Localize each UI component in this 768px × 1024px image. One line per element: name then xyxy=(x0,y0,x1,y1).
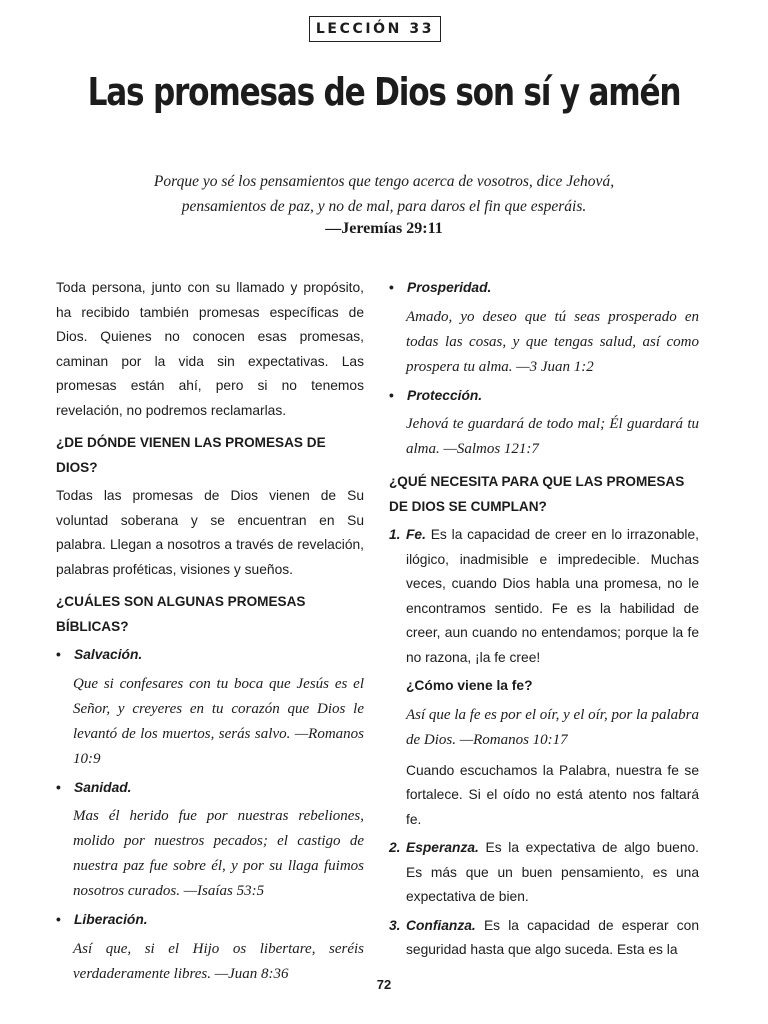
item-number: 3. xyxy=(389,917,401,933)
bullet-healing xyxy=(56,776,364,801)
scripture-quote: Que si confesares con tu boca que Jesús es el Señor, y creyeres en tu corazón que Dios le levantó de los muertos, serás salvo. —Romanos 10:9 xyxy=(73,675,364,767)
bullet-dot-icon: • xyxy=(56,779,61,795)
bullet-dot-icon: • xyxy=(56,912,61,927)
bullet-dot-icon: • xyxy=(389,280,394,295)
epigraph-line-1: Porque yo sé los pensamientos que tengo acerca de vosotros, dice Jehová, xyxy=(153,173,615,190)
item-body xyxy=(406,523,699,670)
item-term: Esperanza. xyxy=(406,840,479,855)
epigraph-quote xyxy=(60,169,708,219)
lesson-label xyxy=(309,16,441,42)
numbered-item-hope xyxy=(389,836,699,910)
item-text: Es la capacidad de creer en lo irrazonable, ilógico, inadmisible e impredecible. Muchas veces, cuando Dios habla una promesa, no le encontramos sentido. Fe es la habilidad de creer, aun cuando no entendamos; porque la fe no razona, ¡la fe cree! xyxy=(406,527,699,665)
item-number: 2. xyxy=(389,840,401,855)
numbered-item-faith xyxy=(389,523,699,670)
bullet-prosperity xyxy=(389,276,699,301)
item-number: 1. xyxy=(389,527,401,542)
numbered-item-trust xyxy=(389,914,699,963)
sub-heading: ¿Cómo viene la fe? xyxy=(406,678,533,693)
bullet-label: Liberación. xyxy=(74,912,148,927)
bullet-dot-icon: • xyxy=(389,387,394,403)
right-column xyxy=(389,276,699,963)
epigraph-reference: —Jeremías 29:11 xyxy=(325,220,443,237)
bullet-dot-icon: • xyxy=(56,647,61,662)
intro-paragraph: Toda persona, junto con su llamado y propósito, ha recibido también promesas específicas de Dios. Quienes no conocen esas promesas, caminan por la vida sin expectativas. Las promesas están ahí, pero si no tenemos revelación, no podremos reclamarlas. xyxy=(56,280,364,418)
scripture-quote: Jehová te guardará de todo mal; Él guardará tu alma. —Salmos 121:7 xyxy=(406,416,699,457)
item-text: Es la capacidad de esperar con seguridad hasta que algo suceda. Esta es la xyxy=(406,917,699,957)
page-number: 72 xyxy=(376,977,392,992)
item-body xyxy=(406,836,699,910)
origin-paragraph: Todas las promesas de Dios vienen de Su voluntad soberana y se encuentran en Su palabra. Llegan a nosotros a través de revelación, palabras proféticas, visiones y sueños. xyxy=(56,488,364,577)
scripture-quote: Así que la fe es por el oír, y el oír, por la palabra de Dios. —Romanos 10:17 xyxy=(406,706,699,748)
bullet-protection xyxy=(389,384,699,409)
item-text: Es la expectativa de algo bueno. Es más que un buen pensamiento, es una expectativa de bien. xyxy=(406,840,699,904)
bullet-label: Protección. xyxy=(407,387,483,403)
faith-subsection xyxy=(406,674,699,832)
epigraph-line-2: pensamientos de paz, y no de mal, para daros el fin que esperáis. xyxy=(181,198,587,215)
bullet-label: Sanidad. xyxy=(74,779,132,795)
item-body xyxy=(406,914,699,963)
faith-paragraph: Cuando escuchamos la Palabra, nuestra fe se fortalece. Si el oído no está atento nos faltará fe. xyxy=(406,762,699,827)
item-term: Fe. xyxy=(406,527,426,542)
bullet-liberation xyxy=(56,908,364,933)
bullet-label: Salvación. xyxy=(74,647,143,662)
lesson-number: LECCIÓN 33 xyxy=(315,21,435,37)
item-term: Confianza. xyxy=(406,917,476,933)
scripture-quote: Amado, yo deseo que tú seas prosperado en todas las cosas, y que tengas salud, así como prospera tu alma. —3 Juan 1:2 xyxy=(406,308,699,375)
bullet-salvation xyxy=(56,643,364,668)
section-heading-origin: ¿DE DÓNDE VIENEN LAS PROMESAS DE DIOS? xyxy=(56,435,326,475)
left-column xyxy=(56,276,364,991)
bullet-label: Prosperidad. xyxy=(407,280,492,295)
section-heading-requirements: ¿QUÉ NECESITA PARA QUE LAS PROMESAS DE DIOS SE CUMPLAN? xyxy=(389,474,685,514)
scripture-quote: Mas él herido fue por nuestras rebeliones, molido por nuestros pecados; el castigo de nuestra paz fue sobre él, y por su llaga fuimos nosotros curados. —Isaías 53:5 xyxy=(73,808,364,899)
scripture-quote: Así que, si el Hijo os libertare, seréis verdaderamente libres. —Juan 8:36 xyxy=(73,940,364,982)
section-heading-promises: ¿CUÁLES SON ALGUNAS PROMESAS BÍBLICAS? xyxy=(56,594,306,634)
page-title: Las promesas de Dios son sí y amén xyxy=(87,70,681,114)
